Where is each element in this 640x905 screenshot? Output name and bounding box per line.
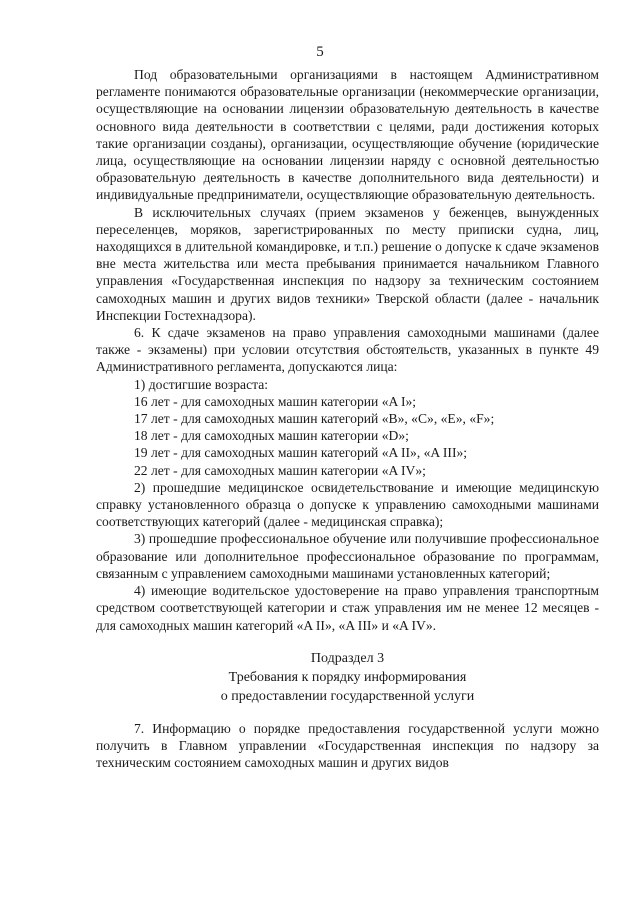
document-body (96, 66, 599, 771)
list-item-age-16: 16 лет - для самоходных машин категории «A I»; (134, 393, 417, 409)
paragraph-exceptional-cases: В исключительных случаях (прием экзаменов у беженцев, вынужденных переселенцев, моряков, зарегистрированных по месту приписки судна, лиц, находящихся в длительной командировке, и т.п.) решение о допуске к сдаче экзаменов вне места жительства или места пребывания принимается начальником Главного управления «Государственная инспекция по надзору за техническим состоянием самоходных машин и других видов техники» Тверской области (далее - начальник Инспекции Гостехнадзора). (96, 204, 599, 323)
list-item-age-19: 19 лет - для самоходных машин категорий «A II», «A III»; (134, 445, 468, 461)
paragraph-educational-organizations: Под образовательными организациями в настоящем Административном регламенте понимаются образовательные организации (некоммерческие организации, осуществляющие на основании лицензии образовательную деятельность в качестве основного вида деятельности в соответствии с целями, ради достижения которых такие организации созданы), организации, осуществляющие обучение (юридические лица, осуществляющие на основании лицензии наряду с основной деятельностью образовательную деятельность в качестве дополнительного вида деятельности) и индивидуальные предприниматели, осуществляющие образовательную деятельность. (96, 67, 599, 203)
page-number: 5 (316, 44, 324, 60)
list-item-age-17: 17 лет - для самоходных машин категорий «B», «C», «E», «F»; (134, 411, 495, 427)
list-item-medical: 2) прошедшие медицинское освидетельствование и имеющие медицинскую справку установленного образца о допуске к управлению самоходными машинами соответствующих категорий (далее - медицинская справка); (96, 479, 599, 530)
list-item-age-18: 18 лет - для самоходных машин категории «D»; (134, 428, 409, 444)
list-item-training: 3) прошедшие профессиональное обучение или получившие профессиональное образование или дополнительное профессиональное образование по программам, связанным с управлением самоходными машинами установленных категорий; (96, 531, 599, 581)
paragraph-clause-7: 7. Информацию о порядке предоставления государственной услуги можно получить в Главном управлении «Государственная инспекция по надзору за техническим состоянием самоходных машин и других видов (96, 720, 599, 771)
list-item-license: 4) имеющие водительское удостоверение на право управления транспортным средством соответствующей категории и стаж управления им не менее 12 месяцев - для самоходных машин категорий «A II», «A III» и «A IV». (96, 583, 599, 633)
section-title-line-2: о предоставлении государственной услуги (220, 688, 475, 704)
list-item-age-22: 22 лет - для самоходных машин категории «A IV»; (134, 462, 426, 478)
paragraph-clause-6: 6. К сдаче экзаменов на право управления самоходными машинами (далее также - экзамены) при условии отсутствия обстоятельств, указанных в пункте 49 Административного регламента, допускаются лица: (96, 325, 599, 375)
section-heading (96, 649, 599, 706)
list-item-age-heading: 1) достигшие возраста: (134, 376, 269, 392)
section-title-line-1: Требования к порядку информирования (228, 669, 467, 685)
section-label: Подраздел 3 (310, 650, 385, 666)
